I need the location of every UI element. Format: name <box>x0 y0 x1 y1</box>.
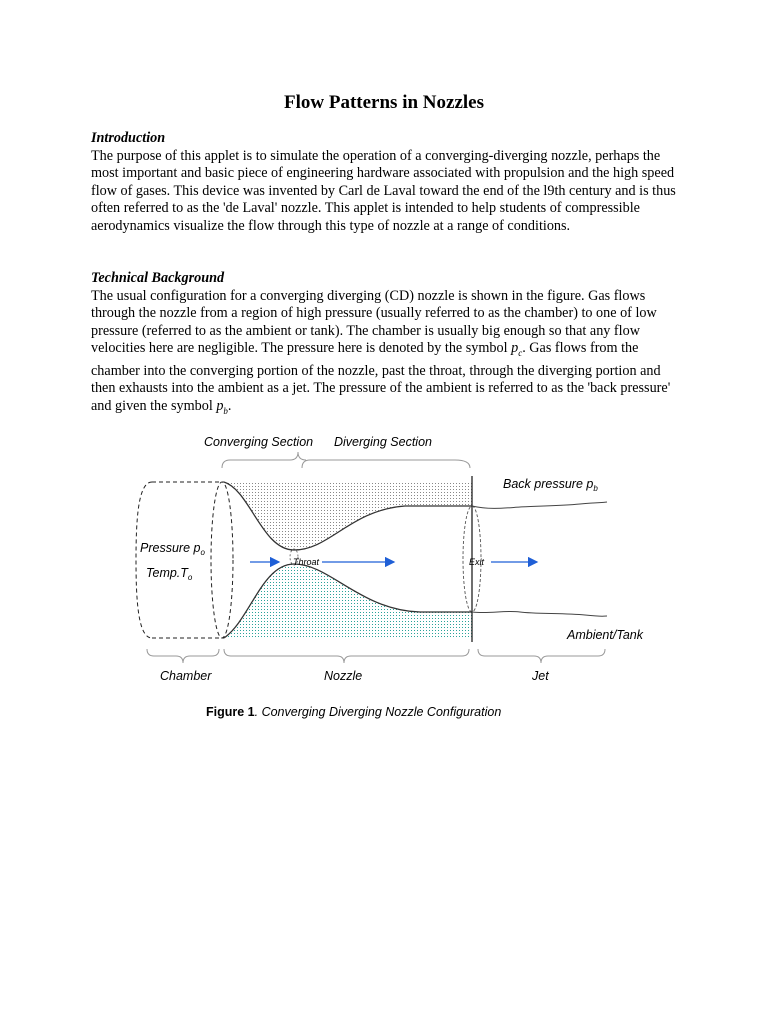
chamber-outline <box>136 482 224 638</box>
back-pressure-label: Back pressure $p_b$ <box>503 477 598 493</box>
symbol-pb <box>216 398 228 414</box>
chamber-end-ellipse <box>211 482 233 638</box>
upper-shaded-region <box>224 482 472 550</box>
lower-shaded-region <box>224 564 472 638</box>
jet-label: Jet <box>532 669 549 683</box>
chamber-temperature-label: $Temp.T_o$ <box>146 566 193 582</box>
chamber-pressure-label: Pressure $p_o$ <box>140 541 205 557</box>
symbol-pc-subscript: c <box>518 348 523 359</box>
symbol-pb-subscript: b <box>223 405 228 416</box>
technical-background-heading: Technical Background <box>91 270 225 286</box>
page-title: Flow Patterns in Nozzles <box>284 92 484 113</box>
figure-caption-text: . Converging Diverging Nozzle Configuration <box>254 705 502 719</box>
exit-label: Exit <box>469 557 485 567</box>
nozzle-label: Nozzle <box>324 669 363 683</box>
chamber-label: Chamber <box>160 669 212 683</box>
figure-caption <box>206 705 501 719</box>
technical-background-paragraph <box>91 288 681 421</box>
lower-jet-boundary <box>472 611 607 616</box>
converging-section-brace <box>222 452 306 468</box>
introduction-paragraph: The purpose of this applet is to simulate the operation of a converging-diverging nozzle, perhaps the most important and basic piece of engineering hardware associated with propulsion and the high speed flow of gases. This device was invented by Carl de Laval toward the end of the l9th century and is thus often referred to as the 'de Laval' nozzle. This applet is intended to help students of compressible aerodynamics visualize the flow through this type of nozzle at a range of conditions. <box>91 147 676 234</box>
figure-caption-number: Figure 1 <box>206 705 255 719</box>
symbol-pc-letter: p <box>511 340 519 357</box>
symbol-pb-letter: p <box>216 397 224 414</box>
introduction-heading: Introduction <box>91 130 166 146</box>
throat-label: Throat <box>293 557 320 567</box>
diverging-section-label: Diverging Section <box>334 435 432 449</box>
converging-section-label: Converging Section <box>204 435 314 449</box>
chamber-brace <box>147 649 219 663</box>
technical-text-part1: The usual configuration for a converging diverging (CD) nozzle is shown in the figure. Gas flows through the nozzle from a region of high pressure (usually referred to as the chamber) to one of low pressure (referred to as the ambient or tank). The chamber is usually big enough so that any flow velocities here are negligible. The pressure here is denoted by the symbol <box>91 287 657 357</box>
technical-text-end: . <box>227 397 232 414</box>
diverging-section-brace <box>302 460 470 468</box>
technical-text-part2: . Gas flows from the chamber into the converging portion of the nozzle, past the throat, through the diverging portion and then exhausts into the ambient as a jet. The pressure of the ambient is referred to as the 'back pressure' and given the symbol <box>91 340 671 414</box>
nozzle-figure <box>0 420 768 730</box>
nozzle-brace <box>224 649 469 663</box>
upper-jet-boundary <box>472 502 607 508</box>
ambient-tank-label: Ambient/Tank <box>567 628 643 642</box>
symbol-pc <box>511 340 523 359</box>
jet-brace <box>478 649 605 663</box>
technical-background-section <box>91 270 681 420</box>
introduction-section <box>91 130 681 236</box>
